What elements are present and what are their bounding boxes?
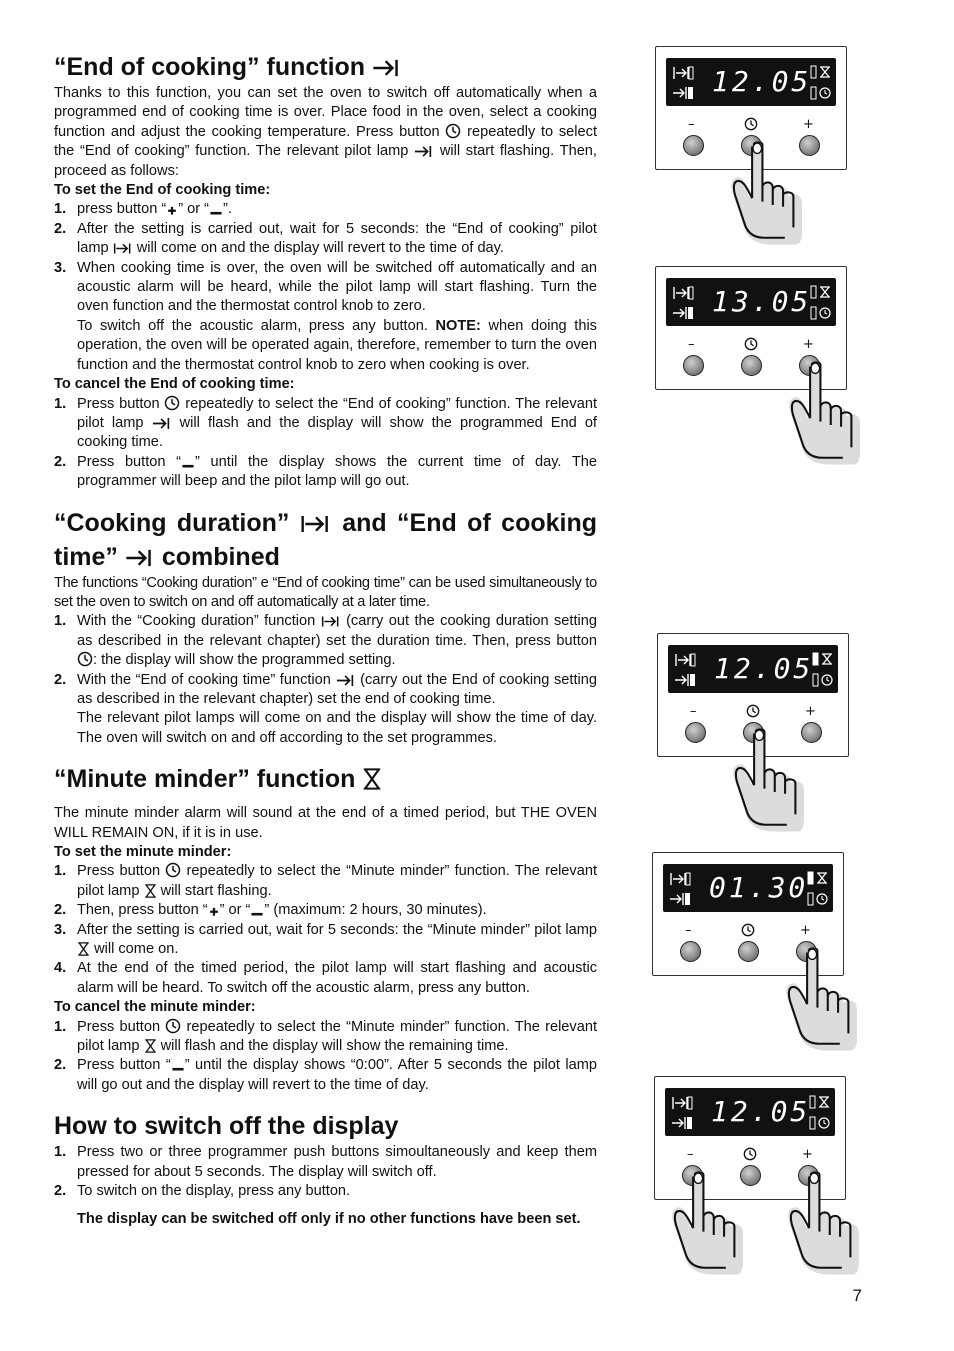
plus-label: + (803, 337, 814, 352)
lcd-time: 12.05 (712, 65, 812, 98)
hourglass-icon (144, 884, 157, 898)
cooking-duration-icon (321, 615, 341, 628)
lcd-display (665, 1088, 835, 1136)
end-of-cooking-icon (336, 674, 356, 687)
clock-icon (744, 337, 758, 351)
list-item: 2. To switch on the display, press any button. (54, 1183, 351, 1200)
minus-label: – (690, 704, 697, 719)
minus-label: – (688, 337, 695, 352)
pointing-hand-icon (657, 1171, 743, 1275)
cooking-duration-icon (300, 514, 332, 534)
clock-icon (164, 395, 180, 411)
minus-button[interactable] (683, 135, 704, 156)
hourglass-icon (144, 1039, 157, 1053)
clock-icon (77, 651, 93, 667)
cooking-duration-indicator-icon (672, 286, 694, 300)
list-item: 1. Press button repeatedly to select the “Minute minder” function. The relevant pilot lamp will flash and the display will show the remaining time. (54, 1018, 598, 1055)
minus-icon (171, 1059, 185, 1072)
minus-button[interactable] (680, 941, 701, 962)
heading-combined: “Cooking duration” and “End of cooking time” combined (54, 508, 598, 571)
clock-icon (741, 923, 755, 937)
minus-icon (209, 203, 223, 216)
hourglass-icon (77, 942, 90, 956)
plus-button[interactable] (799, 135, 820, 156)
select-button[interactable] (740, 1165, 761, 1186)
list-item: 1. Press button repeatedly to select the “Minute minder” function. The relevant pilot lamp will start flashing. (54, 863, 598, 899)
end-of-cooking-indicator-icon (671, 1116, 693, 1130)
list-item: 2. Press button “ ” until the display shows “0:00”. After 5 seconds the pilot lamp will go out and the display will revert to the time of day. (54, 1057, 597, 1093)
minute-minder-indicator-icon (809, 1095, 831, 1109)
list-item: 2. After the setting is carried out, wait for 5 seconds: the “End of cooking” pilot lamp will come on and the display will revert to the time of day. (54, 220, 597, 257)
heading-end-of-cooking: “End of cooking” function (54, 50, 597, 84)
plus-label: + (802, 1147, 813, 1162)
list-item: 1. press button “ ” or “ ”. (54, 201, 232, 218)
lcd-display (666, 58, 836, 106)
cooking-duration-indicator-icon (672, 66, 694, 80)
minus-label: – (687, 1147, 694, 1162)
subheading-set-end: To set the End of cooking time: (54, 182, 271, 199)
cooking-duration-indicator-icon (674, 653, 696, 667)
programmer-panel (652, 852, 844, 976)
minute-minder-intro: The minute minder alarm will sound at the end of a timed period, but THE OVEN WILL REMAIN ON, if it is in use. (54, 805, 597, 841)
programmer-panel (654, 1076, 846, 1200)
clock-icon (165, 1018, 181, 1034)
programmer-panel (657, 633, 849, 757)
end-of-cooking-icon (125, 548, 155, 568)
list-item: 3. After the setting is carried out, wait for 5 seconds: the “Minute minder” pilot lamp will come on. (54, 921, 597, 958)
plus-label: + (805, 704, 816, 719)
lcd-time: 01.30 (709, 871, 809, 904)
minus-icon (250, 904, 264, 917)
minus-icon (181, 456, 195, 469)
subheading-set-minder: To set the minute minder: (54, 844, 232, 860)
subheading-cancel-minder: To cancel the minute minder: (54, 999, 256, 1016)
clock-icon (165, 862, 181, 878)
list-item: 1. Press two or three programmer push buttons simoultaneously and keep them pressed for about 5 seconds. The display will switch off. (54, 1144, 597, 1180)
pointing-hand-icon (773, 1171, 859, 1275)
lcd-time: 12.05 (714, 652, 814, 685)
list-item: 2. Press button “ ” until the display shows the current time of day. The programmer will beep and the pilot lamp will go out. (54, 453, 597, 490)
plus-button[interactable] (801, 722, 822, 743)
heading-switch-off: How to switch off the display (54, 1112, 399, 1141)
minus-button[interactable] (685, 722, 706, 743)
end-of-cooking-icon (414, 145, 434, 158)
pointing-hand-icon (771, 947, 857, 1051)
minute-minder-indicator-icon (810, 285, 832, 299)
plus-label: + (803, 117, 814, 132)
programmer-panel (655, 266, 847, 390)
combined-intro: The functions “Cooking duration” e “End of cooking time” can be used simultaneously to set the oven to switch on and off automatically at a later time. (54, 574, 597, 610)
minus-label: – (685, 923, 692, 938)
list-switch-off (54, 1143, 597, 1201)
plus-label: + (800, 923, 811, 938)
select-button[interactable] (738, 941, 759, 962)
list-cancel-end (54, 395, 597, 492)
pointing-hand-icon (716, 141, 802, 245)
list-item: 3. When cooking time is over, the oven will be switched off automatically and an acoustic alarm will be heard, while the pilot lamp will start flashing. Turn the oven function and the thermostat control knob to zero. To switch off the acoustic alarm, press any button. NOTE: when doing this operation, the oven will be operated again, therefore, remember to turn the oven function and the thermostat control knob to zero when cooking is over. (54, 259, 597, 373)
end-of-cooking-intro: Thanks to this function, you can set the oven to switch off automatically when a programmed end of cooking time is over. Place food in the oven, select a cooking function and adjust the cooking temperature. Press button repeatedly to select the “End of cooking” function. The relevant pilot lamp will start flashing. Then, proceed as follows: (54, 85, 598, 179)
heading-minute-minder: “Minute minder” function (54, 762, 597, 796)
clock-indicator-icon (809, 1116, 831, 1130)
list-item: 1. Press button repeatedly to select the “End of cooking” function. The relevant pilot lamp will flash and the display will show the programmed End of cooking time. (54, 395, 598, 451)
lcd-display (666, 278, 836, 326)
clock-indicator-icon (810, 306, 832, 320)
clock-indicator-icon (807, 892, 829, 906)
list-item: 2. With the “End of cooking time” function (carry out the End of cooking setting as described in the relevant chapter) set the end of cooking time. The relevant pilot lamps will come on and the display will show the time of day. The oven will switch on and off according to the set programmes. (54, 671, 598, 746)
pointing-hand-icon (774, 361, 860, 465)
list-set-minder (54, 862, 597, 998)
minus-button[interactable] (683, 355, 704, 376)
select-button[interactable] (741, 355, 762, 376)
clock-icon (746, 704, 760, 718)
end-of-cooking-indicator-icon (669, 892, 691, 906)
clock-indicator-icon (812, 673, 834, 687)
text-column (54, 50, 597, 1229)
lcd-display (668, 645, 838, 693)
end-of-cooking-indicator-icon (674, 673, 696, 687)
page-number: 7 (852, 1286, 862, 1305)
pointing-hand-icon (718, 728, 804, 832)
cooking-duration-icon (113, 242, 133, 255)
lcd-time: 12.05 (711, 1095, 811, 1128)
lcd-time: 13.05 (712, 285, 812, 318)
cooking-duration-indicator-icon (671, 1096, 693, 1110)
switch-off-note: The display can be switched off only if no other functions have been set. (77, 1210, 581, 1227)
minus-label: – (688, 117, 695, 132)
lcd-display (663, 864, 833, 912)
plus-icon (208, 904, 220, 917)
minute-minder-indicator-icon (812, 652, 834, 666)
list-item: 1. With the “Cooking duration” function (carry out the cooking duration setting as described in the relevant chapter) set the duration time. Then, press button : the display will show the programmed setting. (54, 613, 597, 669)
hourglass-icon (362, 768, 382, 790)
list-set-end (54, 200, 597, 375)
clock-icon (445, 123, 461, 139)
cooking-duration-indicator-icon (669, 872, 691, 886)
list-item: 4. At the end of the timed period, the pilot lamp will start flashing and acoustic alarm will be heard. To switch off the acoustic alarm, press any button. (54, 960, 597, 996)
clock-indicator-icon (810, 86, 832, 100)
minute-minder-indicator-icon (810, 65, 832, 79)
end-of-cooking-icon (152, 417, 172, 430)
clock-icon (743, 1147, 757, 1161)
end-of-cooking-indicator-icon (672, 86, 694, 100)
end-of-cooking-indicator-icon (672, 306, 694, 320)
plus-icon (166, 203, 178, 216)
list-cancel-minder (54, 1018, 597, 1096)
end-of-cooking-icon (372, 58, 402, 78)
minute-minder-indicator-icon (807, 871, 829, 885)
subheading-cancel-end: To cancel the End of cooking time: (54, 376, 295, 393)
programmer-panel (655, 46, 847, 170)
list-item: 2. Then, press button “ ” or “ ” (maximum: 2 hours, 30 minutes). (54, 902, 487, 919)
list-combined (54, 612, 597, 748)
clock-icon (744, 117, 758, 131)
